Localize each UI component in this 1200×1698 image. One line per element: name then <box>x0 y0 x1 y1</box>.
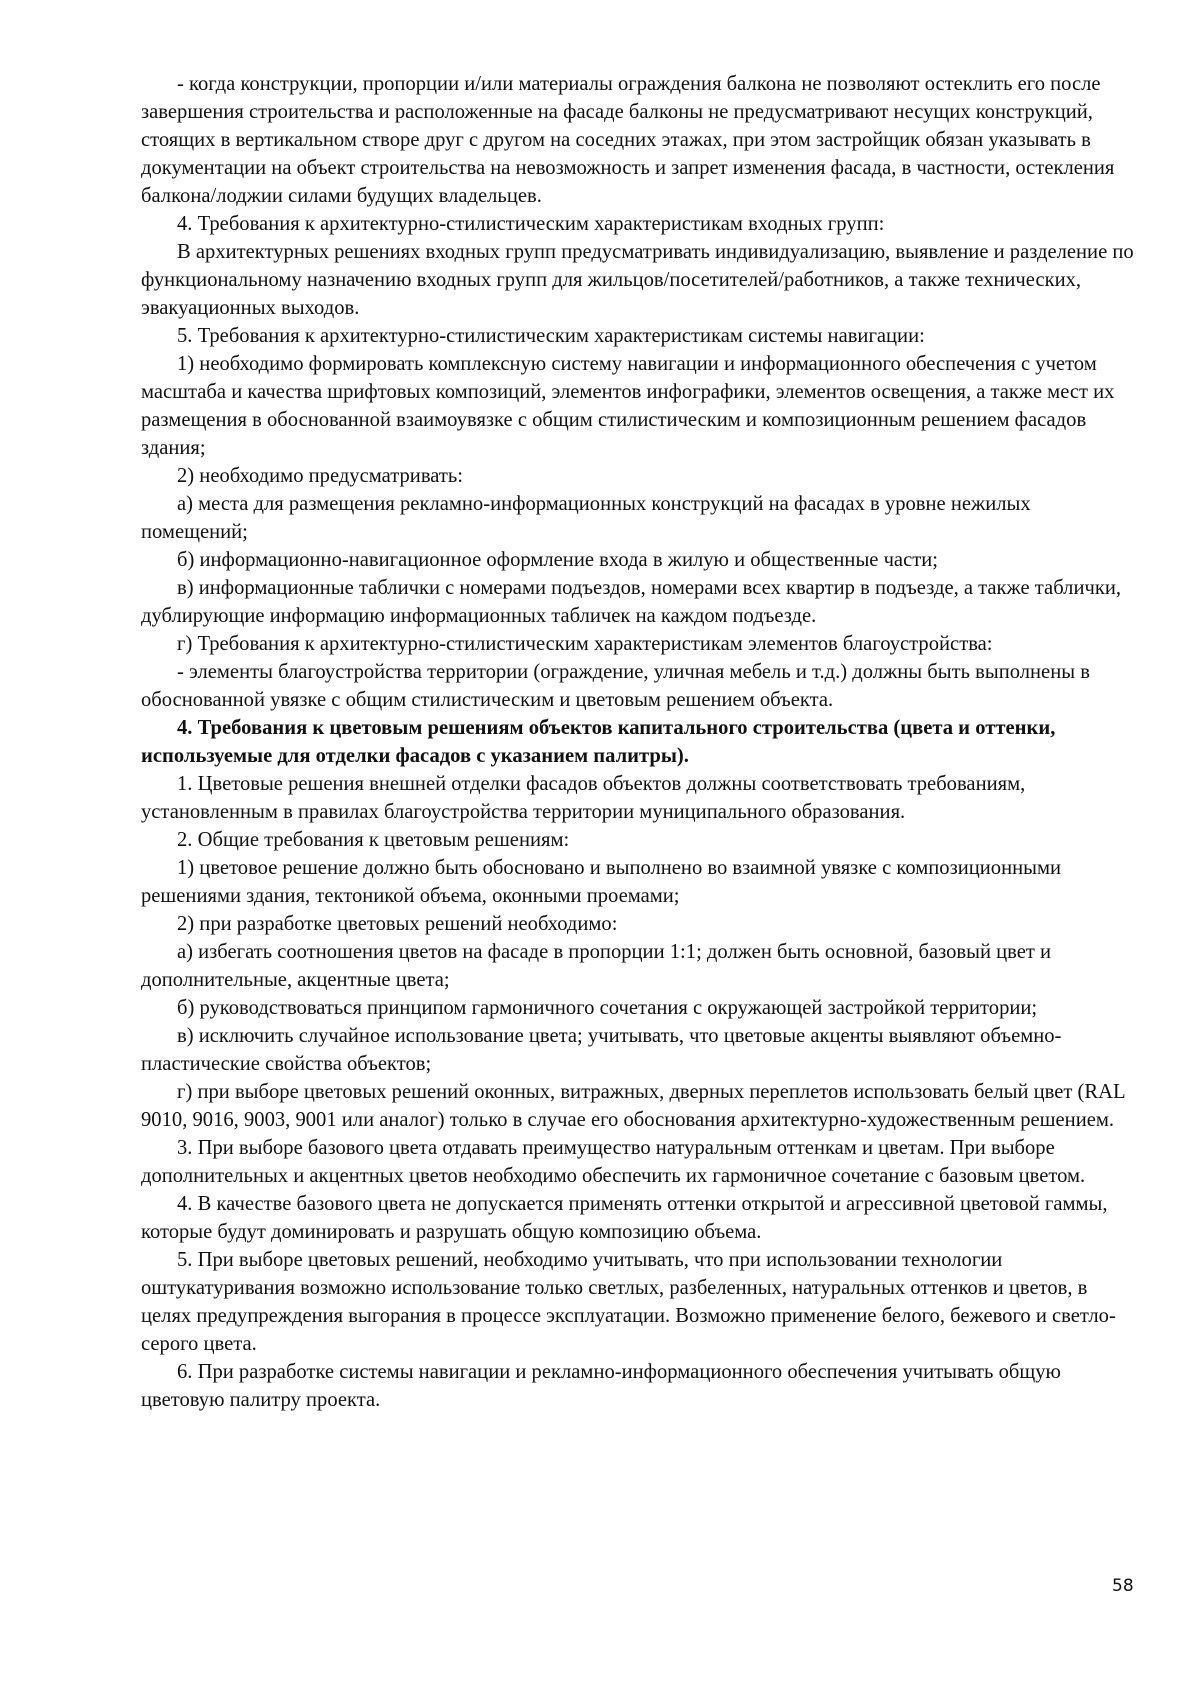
paragraph: - когда конструкции, пропорции и/или материалы ограждения балкона не позволяют остеклить его после завершения строительства и расположенные на фасаде балконы не предусматривают несущих конструкций, стоящих в вертикальном створе друг с другом на соседних этажах, при этом застройщик обязан указывать в документации на объект строительства на невозможность и запрет изменения фасада, в частности, остекления балкона/лоджии силами будущих владельцев. <box>141 73 1115 207</box>
paragraph: 5. Требования к архитектурно-стилистическим характеристикам системы навигации: <box>177 325 925 347</box>
paragraph: б) руководствоваться принципом гармоничного сочетания с окружающей застройкой территории; <box>177 997 1038 1019</box>
paragraph: г) при выборе цветовых решений оконных, витражных, дверных переплетов использовать белый цвет (RAL 9010, 9016, 9003, 9001 или аналог) только в случае его обоснования архитектурно-художественным решением. <box>141 1081 1125 1131</box>
paragraph: б) информационно-навигационное оформление входа в жилую и общественные части; <box>177 549 938 571</box>
paragraph: в) информационные таблички с номерами подъездов, номерами всех квартир в подъезде, а также таблички, дублирующие информацию информационных табличек на каждом подъезде. <box>141 577 1121 627</box>
paragraph: 1) необходимо формировать комплексную систему навигации и информационного обеспечения с учетом масштаба и качества шрифтовых композиций, элементов инфографики, элементов освещения, а также мест их размещения в обоснованной взаимоувязке с общим стилистическим и композиционным решением фасадов здания; <box>141 353 1115 459</box>
paragraph: 4. В качестве базового цвета не допускается применять оттенки открытой и агрессивной цветовой гаммы, которые будут доминировать и разрушать общую композицию объема. <box>141 1193 1108 1243</box>
paragraph: - элементы благоустройства территории (ограждение, уличная мебель и т.д.) должны быть выполнены в обоснованной увязке с общим стилистическим и цветовым решением объекта. <box>141 661 1090 711</box>
section-heading: 4. Требования к цветовым решениям объектов капитального строительства (цвета и оттенки, используемые для отделки фасадов с указанием палитры). <box>141 717 1056 767</box>
paragraph: 6. При разработке системы навигации и рекламно-информационного обеспечения учитывать общую цветовую палитру проекта. <box>141 1361 1061 1411</box>
paragraph: 2. Общие требования к цветовым решениям: <box>177 829 570 851</box>
paragraph: 1) цветовое решение должно быть обосновано и выполнено во взаимной увязке с композиционными решениями здания, тектоникой объема, оконными проемами; <box>141 857 1062 907</box>
paragraph: в) исключить случайное использование цвета; учитывать, что цветовые акценты выявляют объемно-пластические свойства объектов; <box>141 1025 1062 1075</box>
paragraph: а) места для размещения рекламно-информационных конструкций на фасадах в уровне нежилых помещений; <box>141 493 1031 543</box>
paragraph: а) избегать соотношения цветов на фасаде в пропорции 1:1; должен быть основной, базовый цвет и дополнительные, акцентные цвета; <box>141 941 1052 991</box>
document-body <box>141 70 1136 1414</box>
paragraph: 2) при разработке цветовых решений необходимо: <box>177 913 618 935</box>
paragraph: 3. При выборе базового цвета отдавать преимущество натуральным оттенкам и цветам. При выборе дополнительных и акцентных цветов необходимо обеспечить их гармоничное сочетание с базовым цветом. <box>141 1137 1086 1187</box>
paragraph: В архитектурных решениях входных групп предусматривать индивидуализацию, выявление и разделение по функциональному назначению входных групп для жильцов/посетителей/работников, а также технических, эвакуационных выходов. <box>141 241 1134 319</box>
page-number: 58 <box>1112 1576 1134 1596</box>
paragraph: 5. При выборе цветовых решений, необходимо учитывать, что при использовании технологии оштукатуривания возможно использование только светлых, разбеленных, натуральных оттенков и цветов, в целях предупреждения выгорания в процессе эксплуатации. Возможно применение белого, бежевого и светло-серого цвета. <box>141 1249 1116 1355</box>
paragraph: 4. Требования к архитектурно-стилистическим характеристикам входных групп: <box>177 213 885 235</box>
paragraph: 1. Цветовые решения внешней отделки фасадов объектов должны соответствовать требованиям, установленным в правилах благоустройства территории муниципального образования. <box>141 773 1026 823</box>
paragraph: г) Требования к архитектурно-стилистическим характеристикам элементов благоустройства: <box>177 633 993 655</box>
paragraph: 2) необходимо предусматривать: <box>177 465 463 487</box>
